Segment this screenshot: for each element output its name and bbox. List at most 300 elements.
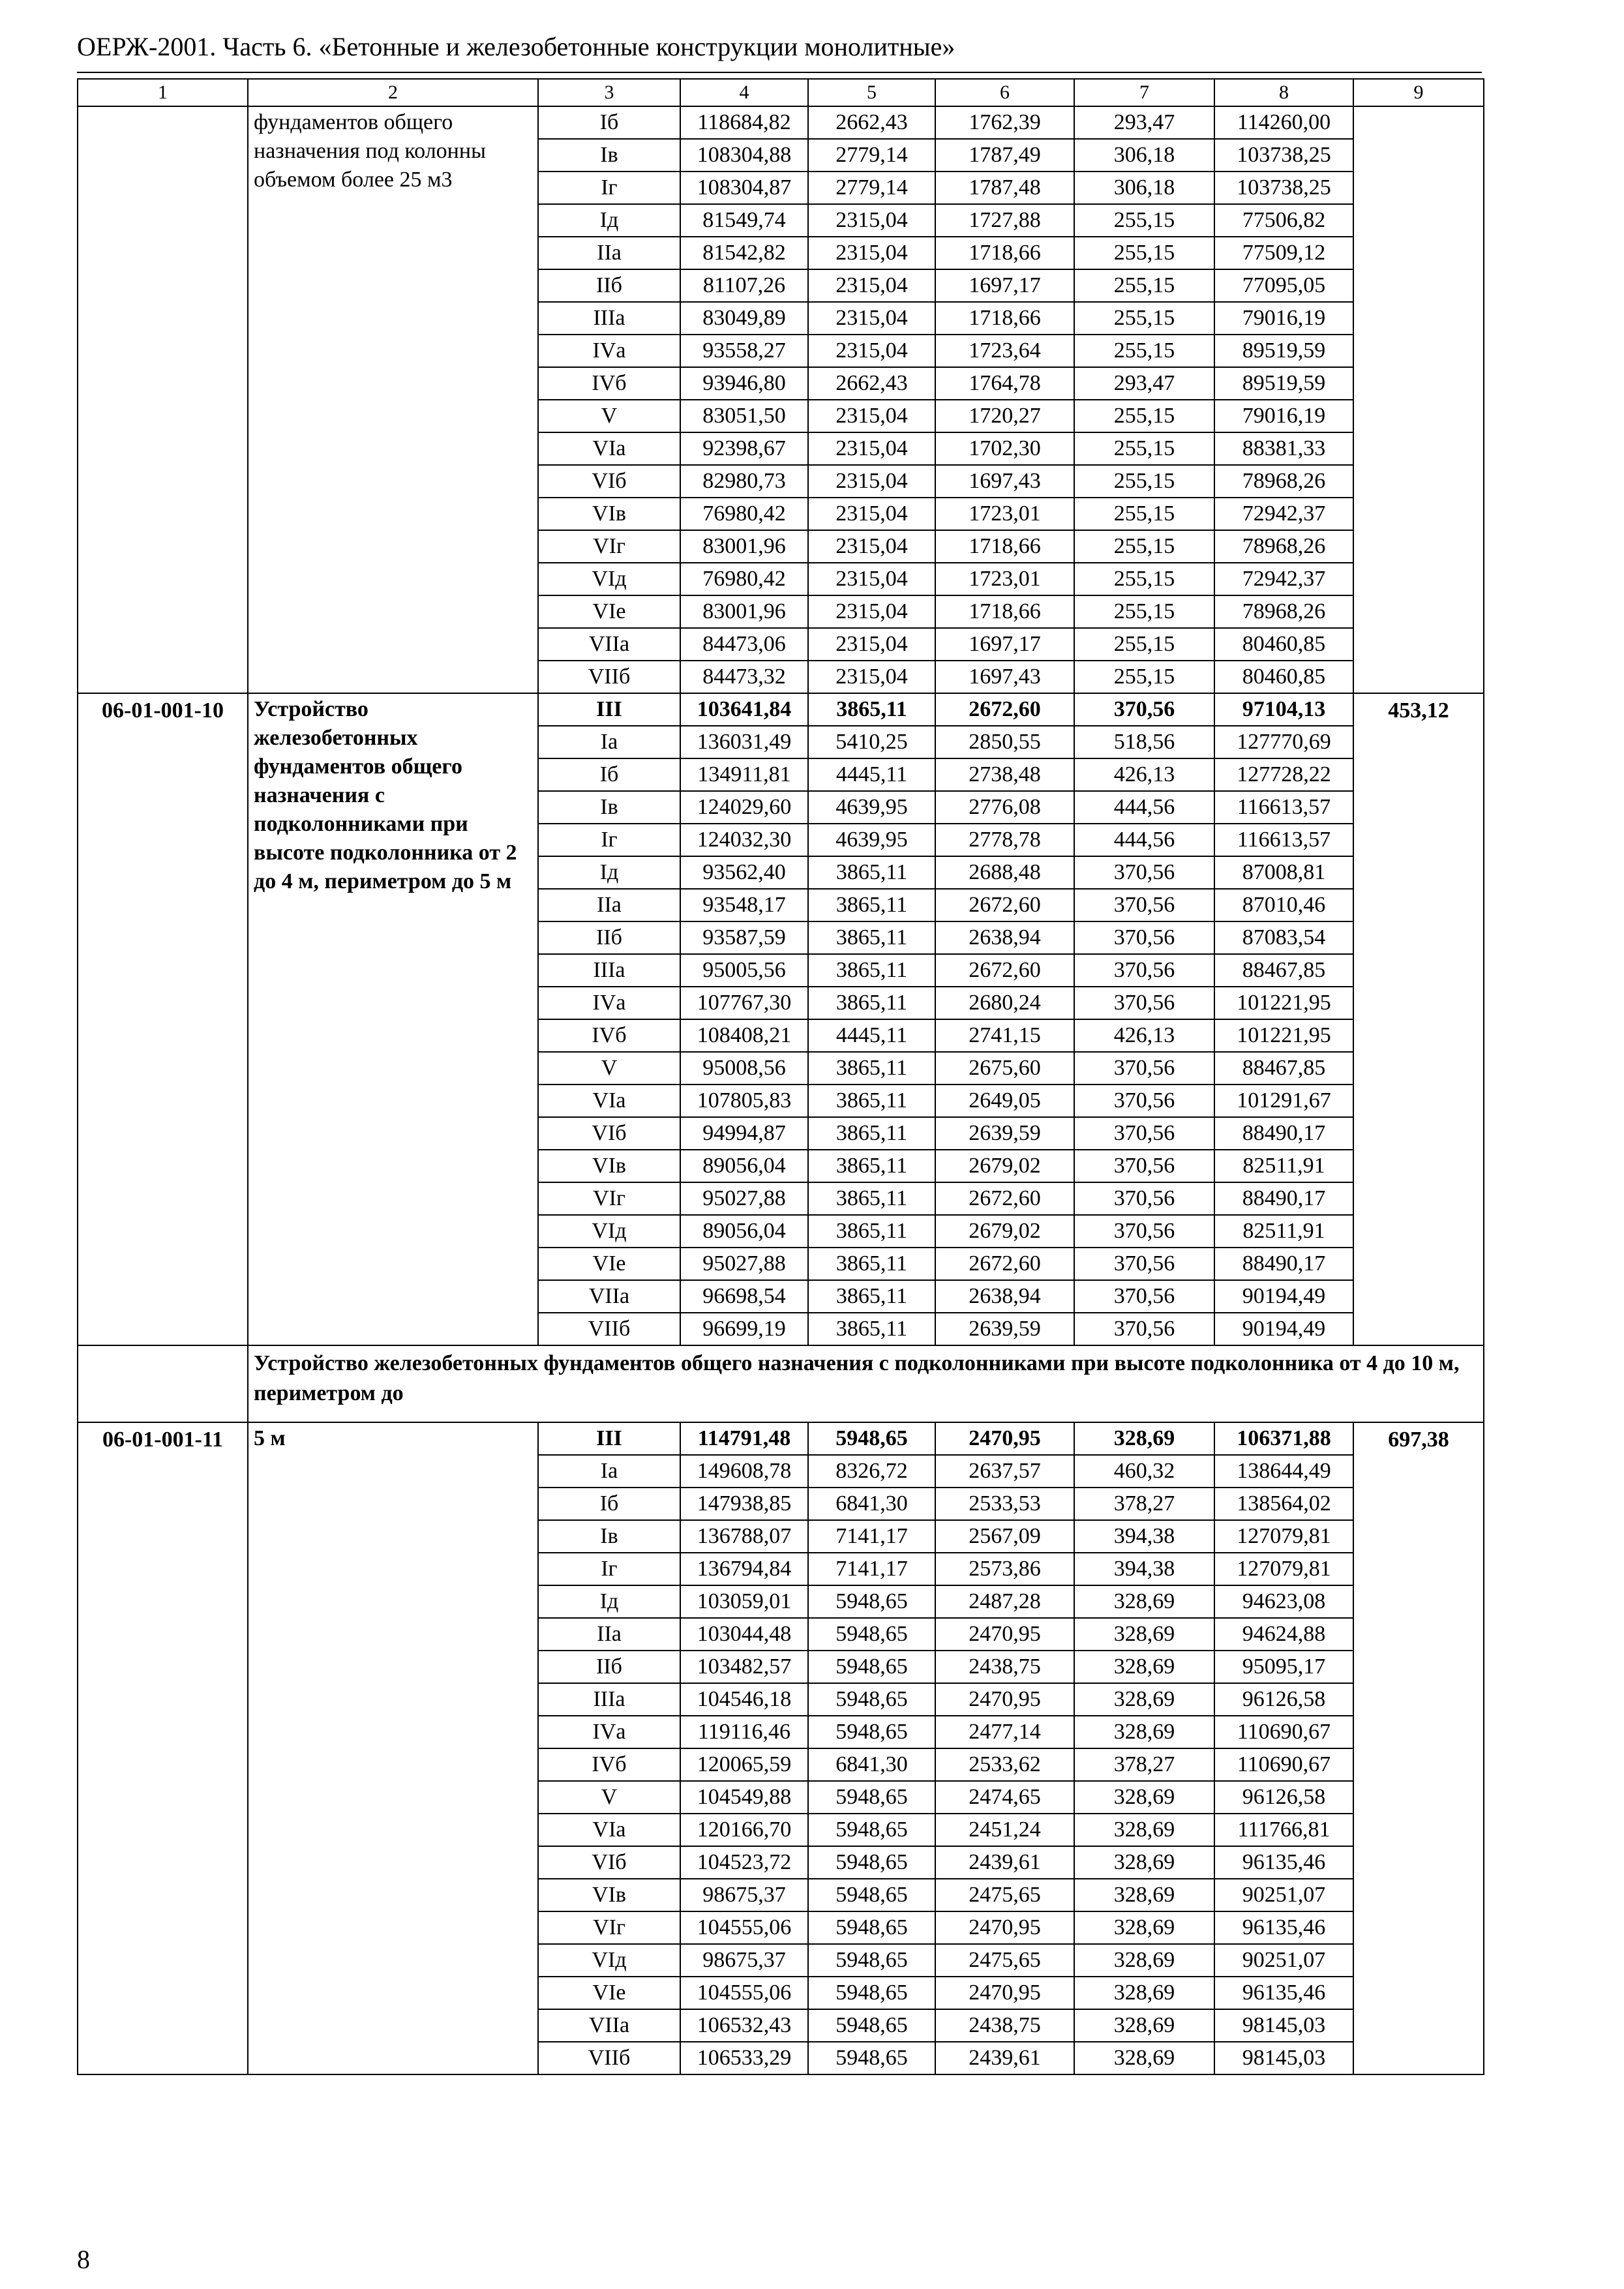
materials-cost: 110690,67 — [1214, 1748, 1353, 1781]
materials-cost: 101221,95 — [1214, 1019, 1353, 1052]
labor-wages: 5948,65 — [808, 1651, 935, 1683]
total-cost: 120065,59 — [680, 1748, 808, 1781]
materials-cost: 87083,54 — [1214, 921, 1353, 954]
labor-wages: 4445,11 — [808, 1019, 935, 1052]
machine-cost: 2475,65 — [935, 1944, 1074, 1977]
materials-cost: 96135,46 — [1214, 1846, 1353, 1879]
materials-cost: 116613,57 — [1214, 824, 1353, 856]
zone-code: IIб — [538, 921, 680, 954]
materials-cost: 77506,82 — [1214, 204, 1353, 237]
operator-wages: 394,38 — [1074, 1553, 1214, 1585]
column-number: 8 — [1214, 79, 1353, 106]
column-number: 5 — [808, 79, 935, 106]
materials-cost: 72942,37 — [1214, 563, 1353, 595]
total-cost: 124029,60 — [680, 791, 808, 824]
machine-cost: 1723,01 — [935, 563, 1074, 595]
operator-wages: 328,69 — [1074, 1651, 1214, 1683]
section-heading: Устройство железобетонных фундаментов общего назначения с подколонниками при высоте подколонника от 4 до 10 м, периметром до — [248, 1345, 1484, 1422]
zone-code: IIа — [538, 889, 680, 921]
materials-cost: 88490,17 — [1214, 1182, 1353, 1215]
labor-wages: 2315,04 — [808, 661, 935, 693]
labor-hours — [1353, 106, 1484, 693]
operator-wages: 370,56 — [1074, 1052, 1214, 1085]
machine-cost: 2672,60 — [935, 693, 1074, 726]
materials-cost: 101291,67 — [1214, 1085, 1353, 1117]
labor-wages: 3865,11 — [808, 1280, 935, 1313]
operator-wages: 370,56 — [1074, 921, 1214, 954]
machine-cost: 2741,15 — [935, 1019, 1074, 1052]
machine-cost: 1697,17 — [935, 628, 1074, 661]
machine-cost: 1720,27 — [935, 400, 1074, 432]
total-cost: 93558,27 — [680, 335, 808, 367]
operator-wages: 370,56 — [1074, 1280, 1214, 1313]
materials-cost: 127770,69 — [1214, 726, 1353, 758]
materials-cost: 94624,88 — [1214, 1618, 1353, 1651]
machine-cost: 2533,53 — [935, 1488, 1074, 1520]
operator-wages: 255,15 — [1074, 432, 1214, 465]
total-cost: 96698,54 — [680, 1280, 808, 1313]
operator-wages: 444,56 — [1074, 791, 1214, 824]
labor-wages: 5948,65 — [808, 1683, 935, 1716]
total-cost: 104555,06 — [680, 1977, 808, 2009]
machine-cost: 1697,43 — [935, 465, 1074, 498]
machine-cost: 2672,60 — [935, 1182, 1074, 1215]
total-cost: 95027,88 — [680, 1248, 808, 1280]
operator-wages: 255,15 — [1074, 595, 1214, 628]
materials-cost: 80460,85 — [1214, 661, 1353, 693]
labor-wages: 5948,65 — [808, 2042, 935, 2074]
total-cost: 83051,50 — [680, 400, 808, 432]
operator-wages: 328,69 — [1074, 1585, 1214, 1618]
labor-wages: 5948,65 — [808, 2009, 935, 2042]
document-header: ОЕРЖ-2001. Часть 6. «Бетонные и железобетонные конструкции монолитные» — [77, 32, 955, 61]
total-cost: 103482,57 — [680, 1651, 808, 1683]
labor-wages: 5948,65 — [808, 1879, 935, 1911]
machine-cost: 2637,57 — [935, 1455, 1074, 1488]
operator-wages: 255,15 — [1074, 628, 1214, 661]
labor-wages: 4639,95 — [808, 824, 935, 856]
zone-code: IIб — [538, 1651, 680, 1683]
labor-wages: 3865,11 — [808, 987, 935, 1019]
zone-code: Iг — [538, 172, 680, 204]
materials-cost: 96126,58 — [1214, 1683, 1353, 1716]
materials-cost: 89519,59 — [1214, 335, 1353, 367]
work-description: фундаментов общего назначения под колонны объемом более 25 м3 — [248, 106, 538, 693]
operator-wages: 370,56 — [1074, 1215, 1214, 1248]
total-cost: 136031,49 — [680, 726, 808, 758]
zone-code: VIIб — [538, 1313, 680, 1345]
machine-cost: 1727,88 — [935, 204, 1074, 237]
materials-cost: 103738,25 — [1214, 172, 1353, 204]
materials-cost: 127079,81 — [1214, 1520, 1353, 1553]
operator-wages: 328,69 — [1074, 1814, 1214, 1846]
operator-wages: 518,56 — [1074, 726, 1214, 758]
labor-wages: 2315,04 — [808, 237, 935, 269]
operator-wages: 255,15 — [1074, 335, 1214, 367]
rate-code — [78, 106, 248, 693]
zone-code: Iб — [538, 758, 680, 791]
machine-cost: 2649,05 — [935, 1085, 1074, 1117]
column-number: 2 — [248, 79, 538, 106]
materials-cost: 87010,46 — [1214, 889, 1353, 921]
materials-cost: 90251,07 — [1214, 1879, 1353, 1911]
labor-wages: 3865,11 — [808, 1313, 935, 1345]
labor-wages: 2779,14 — [808, 139, 935, 172]
total-cost: 104523,72 — [680, 1846, 808, 1879]
zone-code: VIIа — [538, 2009, 680, 2042]
labor-wages: 3865,11 — [808, 889, 935, 921]
operator-wages: 328,69 — [1074, 1683, 1214, 1716]
labor-wages: 3865,11 — [808, 1215, 935, 1248]
materials-cost: 116613,57 — [1214, 791, 1353, 824]
zone-code: IIа — [538, 1618, 680, 1651]
materials-cost: 106371,88 — [1214, 1422, 1353, 1455]
zone-code: IVб — [538, 367, 680, 400]
materials-cost: 101221,95 — [1214, 987, 1353, 1019]
machine-cost: 1718,66 — [935, 237, 1074, 269]
labor-wages: 5948,65 — [808, 1422, 935, 1455]
zone-code: VIб — [538, 1846, 680, 1879]
machine-cost: 2850,55 — [935, 726, 1074, 758]
operator-wages: 255,15 — [1074, 400, 1214, 432]
operator-wages: 328,69 — [1074, 1879, 1214, 1911]
operator-wages: 255,15 — [1074, 204, 1214, 237]
labor-hours: 697,38 — [1353, 1422, 1484, 2074]
rates-table — [77, 78, 1484, 2075]
total-cost: 83001,96 — [680, 595, 808, 628]
labor-wages: 3865,11 — [808, 954, 935, 987]
total-cost: 83001,96 — [680, 530, 808, 563]
labor-wages: 7141,17 — [808, 1553, 935, 1585]
zone-code: Iд — [538, 204, 680, 237]
labor-wages: 2315,04 — [808, 498, 935, 530]
total-cost: 147938,85 — [680, 1488, 808, 1520]
machine-cost: 1787,49 — [935, 139, 1074, 172]
materials-cost: 98145,03 — [1214, 2042, 1353, 2074]
materials-cost: 72942,37 — [1214, 498, 1353, 530]
machine-cost: 2470,95 — [935, 1422, 1074, 1455]
labor-wages: 4445,11 — [808, 758, 935, 791]
materials-cost: 80460,85 — [1214, 628, 1353, 661]
labor-wages: 3865,11 — [808, 1052, 935, 1085]
header-rule — [77, 72, 1482, 73]
total-cost: 84473,06 — [680, 628, 808, 661]
operator-wages: 370,56 — [1074, 1248, 1214, 1280]
zone-code: IIIа — [538, 954, 680, 987]
machine-cost: 2567,09 — [935, 1520, 1074, 1553]
section-heading-row — [78, 1345, 1484, 1422]
machine-cost: 2438,75 — [935, 2009, 1074, 2042]
total-cost: 96699,19 — [680, 1313, 808, 1345]
materials-cost: 90194,49 — [1214, 1313, 1353, 1345]
total-cost: 89056,04 — [680, 1150, 808, 1182]
operator-wages: 426,13 — [1074, 1019, 1214, 1052]
operator-wages: 255,15 — [1074, 498, 1214, 530]
zone-code: Iг — [538, 824, 680, 856]
zone-code: VIг — [538, 1182, 680, 1215]
total-cost: 134911,81 — [680, 758, 808, 791]
labor-wages: 3865,11 — [808, 693, 935, 726]
materials-cost: 127079,81 — [1214, 1553, 1353, 1585]
zone-code: V — [538, 1781, 680, 1814]
labor-wages: 2315,04 — [808, 465, 935, 498]
machine-cost: 1723,01 — [935, 498, 1074, 530]
total-cost: 107805,83 — [680, 1085, 808, 1117]
zone-code: V — [538, 1052, 680, 1085]
total-cost: 104555,06 — [680, 1911, 808, 1944]
zone-code: VIIа — [538, 1280, 680, 1313]
work-description: 5 м — [248, 1422, 538, 2074]
total-cost: 98675,37 — [680, 1944, 808, 1977]
zone-code: Iв — [538, 1520, 680, 1553]
operator-wages: 444,56 — [1074, 824, 1214, 856]
zone-code: IIа — [538, 237, 680, 269]
labor-wages: 7141,17 — [808, 1520, 935, 1553]
work-description: Устройство железобетонных фундаментов общего назначения с подколонниками при высоте подколонника от 2 до 4 м, периметром до 5 м — [248, 693, 538, 1345]
materials-cost: 90251,07 — [1214, 1944, 1353, 1977]
zone-code: VIе — [538, 595, 680, 628]
machine-cost: 2679,02 — [935, 1150, 1074, 1182]
operator-wages: 293,47 — [1074, 367, 1214, 400]
operator-wages: 394,38 — [1074, 1520, 1214, 1553]
machine-cost: 2470,95 — [935, 1911, 1074, 1944]
materials-cost: 127728,22 — [1214, 758, 1353, 791]
machine-cost: 1762,39 — [935, 106, 1074, 139]
machine-cost: 2439,61 — [935, 1846, 1074, 1879]
machine-cost: 2475,65 — [935, 1879, 1074, 1911]
labor-wages: 8326,72 — [808, 1455, 935, 1488]
materials-cost: 88467,85 — [1214, 1052, 1353, 1085]
machine-cost: 2776,08 — [935, 791, 1074, 824]
operator-wages: 306,18 — [1074, 172, 1214, 204]
zone-code: VIIб — [538, 661, 680, 693]
machine-cost: 2487,28 — [935, 1585, 1074, 1618]
zone-code: Iв — [538, 139, 680, 172]
total-cost: 108304,88 — [680, 139, 808, 172]
operator-wages: 328,69 — [1074, 1618, 1214, 1651]
labor-wages: 5948,65 — [808, 1814, 935, 1846]
total-cost: 104549,88 — [680, 1781, 808, 1814]
labor-wages: 3865,11 — [808, 1085, 935, 1117]
rate-code: 06-01-001-11 — [78, 1422, 248, 2074]
materials-cost: 98145,03 — [1214, 2009, 1353, 2042]
operator-wages: 255,15 — [1074, 237, 1214, 269]
total-cost: 114791,48 — [680, 1422, 808, 1455]
zone-code: IIб — [538, 269, 680, 302]
column-number-row — [78, 79, 1484, 106]
labor-wages: 2779,14 — [808, 172, 935, 204]
total-cost: 83049,89 — [680, 302, 808, 335]
labor-wages: 2315,04 — [808, 563, 935, 595]
total-cost: 81542,82 — [680, 237, 808, 269]
zone-code: IVа — [538, 335, 680, 367]
materials-cost: 88490,17 — [1214, 1248, 1353, 1280]
total-cost: 92398,67 — [680, 432, 808, 465]
machine-cost: 2639,59 — [935, 1117, 1074, 1150]
labor-wages: 5948,65 — [808, 1911, 935, 1944]
zone-code: IIIа — [538, 302, 680, 335]
zone-code: VIб — [538, 1117, 680, 1150]
machine-cost: 2438,75 — [935, 1651, 1074, 1683]
materials-cost: 111766,81 — [1214, 1814, 1353, 1846]
zone-code: VIг — [538, 530, 680, 563]
operator-wages: 328,69 — [1074, 1422, 1214, 1455]
operator-wages: 370,56 — [1074, 1085, 1214, 1117]
zone-code: IVб — [538, 1748, 680, 1781]
machine-cost: 2672,60 — [935, 889, 1074, 921]
total-cost: 76980,42 — [680, 563, 808, 595]
zone-code: V — [538, 400, 680, 432]
zone-code: VIд — [538, 563, 680, 595]
total-cost: 93587,59 — [680, 921, 808, 954]
materials-cost: 78968,26 — [1214, 465, 1353, 498]
machine-cost: 2573,86 — [935, 1553, 1074, 1585]
machine-cost: 1764,78 — [935, 367, 1074, 400]
labor-wages: 5410,25 — [808, 726, 935, 758]
zone-code: VIа — [538, 1085, 680, 1117]
total-cost: 81549,74 — [680, 204, 808, 237]
labor-wages: 2315,04 — [808, 204, 935, 237]
zone-code: VIе — [538, 1977, 680, 2009]
total-cost: 93946,80 — [680, 367, 808, 400]
labor-wages: 2315,04 — [808, 595, 935, 628]
machine-cost: 2738,48 — [935, 758, 1074, 791]
labor-wages: 6841,30 — [808, 1488, 935, 1520]
operator-wages: 255,15 — [1074, 269, 1214, 302]
operator-wages: 328,69 — [1074, 2042, 1214, 2074]
column-number: 4 — [680, 79, 808, 106]
machine-cost: 1702,30 — [935, 432, 1074, 465]
machine-cost: 1718,66 — [935, 530, 1074, 563]
operator-wages: 370,56 — [1074, 1117, 1214, 1150]
operator-wages: 306,18 — [1074, 139, 1214, 172]
labor-wages: 2315,04 — [808, 335, 935, 367]
labor-wages: 3865,11 — [808, 856, 935, 889]
labor-wages: 3865,11 — [808, 1248, 935, 1280]
zone-code: Iд — [538, 1585, 680, 1618]
machine-cost: 2474,65 — [935, 1781, 1074, 1814]
zone-code: IVа — [538, 987, 680, 1019]
operator-wages: 370,56 — [1074, 987, 1214, 1019]
operator-wages: 328,69 — [1074, 2009, 1214, 2042]
total-cost: 136788,07 — [680, 1520, 808, 1553]
total-cost: 94994,87 — [680, 1117, 808, 1150]
zone-code: VIа — [538, 432, 680, 465]
total-cost: 149608,78 — [680, 1455, 808, 1488]
total-cost: 106532,43 — [680, 2009, 808, 2042]
operator-wages: 370,56 — [1074, 1313, 1214, 1345]
zone-code: VIIб — [538, 2042, 680, 2074]
materials-cost: 138564,02 — [1214, 1488, 1353, 1520]
materials-cost: 96126,58 — [1214, 1781, 1353, 1814]
materials-cost: 138644,49 — [1214, 1455, 1353, 1488]
machine-cost: 2470,95 — [935, 1618, 1074, 1651]
zone-code: VIб — [538, 465, 680, 498]
total-cost: 95008,56 — [680, 1052, 808, 1085]
labor-wages: 2315,04 — [808, 269, 935, 302]
materials-cost: 79016,19 — [1214, 400, 1353, 432]
zone-code: VIIа — [538, 628, 680, 661]
machine-cost: 2470,95 — [935, 1683, 1074, 1716]
total-cost: 84473,32 — [680, 661, 808, 693]
materials-cost: 78968,26 — [1214, 595, 1353, 628]
materials-cost: 95095,17 — [1214, 1651, 1353, 1683]
materials-cost: 87008,81 — [1214, 856, 1353, 889]
machine-cost: 2533,62 — [935, 1748, 1074, 1781]
labor-hours: 453,12 — [1353, 693, 1484, 1345]
machine-cost: 2688,48 — [935, 856, 1074, 889]
total-cost: 103641,84 — [680, 693, 808, 726]
operator-wages: 370,56 — [1074, 954, 1214, 987]
labor-wages: 3865,11 — [808, 1182, 935, 1215]
materials-cost: 78968,26 — [1214, 530, 1353, 563]
zone-code: Iв — [538, 791, 680, 824]
labor-wages: 2662,43 — [808, 106, 935, 139]
operator-wages: 293,47 — [1074, 106, 1214, 139]
total-cost: 118684,82 — [680, 106, 808, 139]
materials-cost: 88381,33 — [1214, 432, 1353, 465]
total-cost: 107767,30 — [680, 987, 808, 1019]
zone-code: VIд — [538, 1215, 680, 1248]
materials-cost: 114260,00 — [1214, 106, 1353, 139]
labor-wages: 5948,65 — [808, 1944, 935, 1977]
operator-wages: 328,69 — [1074, 1781, 1214, 1814]
zone-code: Iб — [538, 106, 680, 139]
zone-code: VIг — [538, 1911, 680, 1944]
total-cost: 95027,88 — [680, 1182, 808, 1215]
table-body — [78, 79, 1484, 2074]
total-cost: 103059,01 — [680, 1585, 808, 1618]
machine-cost: 1697,43 — [935, 661, 1074, 693]
operator-wages: 328,69 — [1074, 1911, 1214, 1944]
zone-code: Iа — [538, 1455, 680, 1488]
total-cost: 119116,46 — [680, 1716, 808, 1748]
machine-cost: 2638,94 — [935, 1280, 1074, 1313]
materials-cost: 77509,12 — [1214, 237, 1353, 269]
operator-wages: 328,69 — [1074, 1716, 1214, 1748]
labor-wages: 3865,11 — [808, 1117, 935, 1150]
total-cost: 89056,04 — [680, 1215, 808, 1248]
zone-code: Iд — [538, 856, 680, 889]
table-row — [78, 106, 1484, 139]
total-cost: 81107,26 — [680, 269, 808, 302]
labor-wages: 5948,65 — [808, 1846, 935, 1879]
column-number: 6 — [935, 79, 1074, 106]
operator-wages: 370,56 — [1074, 889, 1214, 921]
machine-cost: 2675,60 — [935, 1052, 1074, 1085]
zone-code: VIв — [538, 1150, 680, 1182]
materials-cost: 77095,05 — [1214, 269, 1353, 302]
labor-wages: 2662,43 — [808, 367, 935, 400]
total-cost: 95005,56 — [680, 954, 808, 987]
column-number: 9 — [1353, 79, 1484, 106]
operator-wages: 255,15 — [1074, 302, 1214, 335]
labor-wages: 3865,11 — [808, 921, 935, 954]
operator-wages: 328,69 — [1074, 1944, 1214, 1977]
operator-wages: 328,69 — [1074, 1977, 1214, 2009]
zone-code: VIд — [538, 1944, 680, 1977]
operator-wages: 370,56 — [1074, 1150, 1214, 1182]
total-cost: 103044,48 — [680, 1618, 808, 1651]
labor-wages: 2315,04 — [808, 302, 935, 335]
machine-cost: 1718,66 — [935, 595, 1074, 628]
labor-wages: 2315,04 — [808, 432, 935, 465]
zone-code: IVб — [538, 1019, 680, 1052]
column-number: 3 — [538, 79, 680, 106]
total-cost: 82980,73 — [680, 465, 808, 498]
zone-code: IVа — [538, 1716, 680, 1748]
materials-cost: 82511,91 — [1214, 1150, 1353, 1182]
